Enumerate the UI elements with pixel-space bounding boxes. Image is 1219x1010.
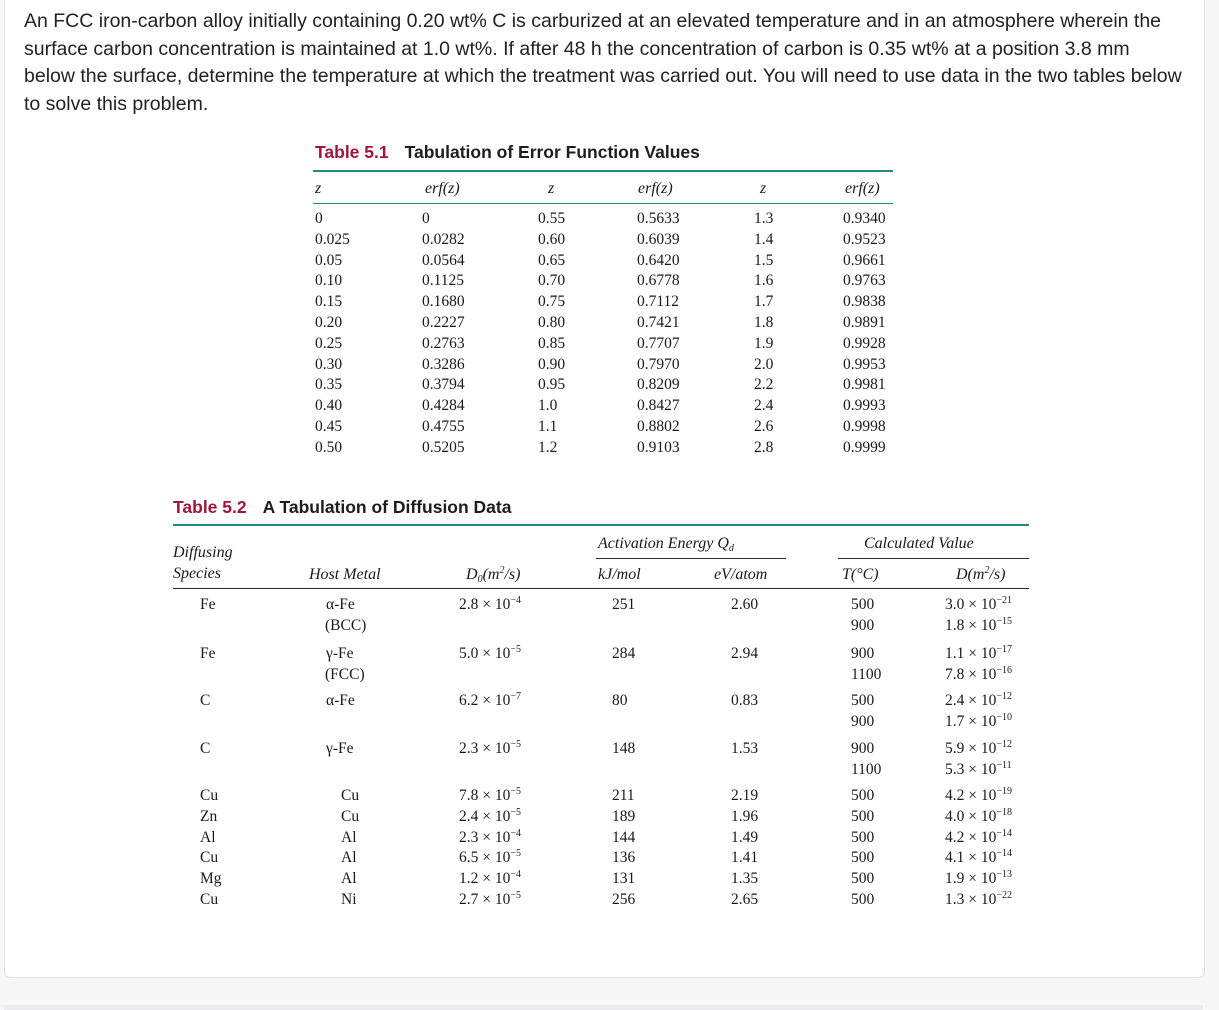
t1-z-value: 0.50 — [315, 438, 343, 456]
t2-d: $2.4 \times 10^{-12}$ — [945, 691, 1013, 709]
t2-d: $4.1 \times 10^{-14}$ — [945, 848, 1013, 867]
table-5-2-number: Table 5.2 — [173, 497, 247, 517]
t2-host: Al — [341, 828, 357, 846]
t2-header-host: Host Metal — [309, 566, 381, 583]
t1-z-value: 0.95 — [538, 376, 566, 394]
t1-erf-value: 0.7112 — [637, 293, 680, 311]
t2-header-species-1: Diffusing — [173, 544, 233, 561]
t2-ev: 1.35 — [731, 870, 759, 888]
t2-host: Al — [341, 849, 357, 867]
t1-z-value: 0.65 — [538, 251, 566, 269]
t2-ev: 1.41 — [731, 849, 759, 867]
t2-host: Cu — [341, 787, 360, 804]
t2-d0: $2.7 \times 10^{-5}$ — [459, 890, 522, 908]
t2-host: Al — [341, 870, 357, 888]
t1-z-value: 1.7 — [754, 293, 774, 311]
t2-ev: 2.60 — [731, 596, 759, 613]
t2-header-kj: kJ/mol — [598, 566, 641, 583]
t2-temp: 500 — [851, 849, 875, 867]
t2-kj: 136 — [612, 849, 636, 867]
table-5-1-header-rule — [313, 203, 893, 204]
t2-temp: 500 — [851, 870, 875, 888]
t2-ev: 2.94 — [731, 645, 759, 662]
t2-species: Cu — [200, 849, 219, 867]
t2-temp: 500 — [851, 807, 875, 825]
t1-header-erf: erf(z) — [638, 180, 673, 197]
t2-ev: 2.65 — [731, 891, 759, 908]
t1-erf-value: 0.9763 — [843, 272, 886, 290]
t1-header-erf: erf(z) — [425, 180, 460, 197]
t2-header-d: $D(m^2/s)$ — [956, 565, 1006, 583]
t1-erf-value: 0.9928 — [843, 334, 886, 352]
t1-erf-value: 0.6039 — [637, 230, 680, 248]
t2-host: α-Fe — [326, 692, 355, 709]
t1-z-value: 0.30 — [315, 355, 343, 373]
bottom-divider — [4, 1005, 1203, 1010]
t1-erf-value: 0.8427 — [637, 397, 680, 415]
t1-erf-value: 0.9993 — [843, 397, 886, 415]
t2-host-structure: (FCC) — [325, 666, 365, 683]
t2-host: Cu — [341, 807, 360, 825]
t1-z-value: 2.2 — [754, 376, 774, 394]
t1-z-value: 0.55 — [538, 210, 566, 227]
t2-kj: 189 — [612, 807, 636, 825]
t1-header-z: z — [760, 180, 767, 197]
t1-erf-value: 0.9523 — [843, 230, 886, 248]
t1-erf-value: 0.2763 — [422, 334, 465, 352]
t1-erf-value: 0.9981 — [843, 376, 886, 394]
t2-species: Cu — [200, 891, 219, 908]
t2-group-calculated: Calculated Value — [864, 535, 974, 552]
t2-header-species-2: Species — [173, 565, 221, 582]
t1-z-value: 2.8 — [754, 438, 774, 456]
t2-d: $4.2 \times 10^{-19}$ — [945, 786, 1013, 804]
t2-d0: $5.0 \times 10^{-5}$ — [459, 644, 522, 662]
t1-erf-value: 0.7970 — [637, 355, 680, 373]
t2-header-ev: eV/atom — [714, 566, 768, 583]
t1-erf-value: 0.3286 — [422, 355, 465, 373]
t2-d: $7.8 \times 10^{-16}$ — [945, 665, 1013, 683]
t2-temp: 500 — [851, 692, 875, 709]
t2-d: $1.1 \times 10^{-17}$ — [945, 644, 1013, 662]
table-5-2-caption: A Tabulation of Diffusion Data — [262, 497, 512, 517]
t2-temp: 1100 — [851, 666, 882, 683]
t2-temp: 500 — [851, 787, 875, 804]
t2-kj: 256 — [612, 891, 636, 908]
t1-erf-value: 0.5205 — [422, 438, 465, 456]
table-5-2-header-rule — [173, 588, 1029, 589]
t2-d0: $2.3 \times 10^{-4}$ — [459, 827, 522, 846]
t2-kj: 251 — [612, 596, 636, 613]
t2-d0: $6.2 \times 10^{-7}$ — [459, 691, 522, 709]
t2-species: Cu — [200, 787, 219, 804]
t2-kj: 148 — [612, 740, 636, 757]
t1-z-value: 0 — [315, 210, 323, 227]
t1-erf-value: 0.9998 — [843, 418, 886, 435]
t2-d: $4.0 \times 10^{-18}$ — [945, 806, 1013, 825]
t2-species: Mg — [200, 870, 222, 888]
t2-host: Ni — [341, 891, 357, 908]
table-5-1-title — [315, 142, 700, 163]
t2-host: α-Fe — [326, 596, 355, 613]
t1-z-value: 0.10 — [315, 272, 343, 290]
t2-kj: 284 — [612, 645, 636, 662]
t2-species: Fe — [200, 596, 216, 613]
t1-erf-value: 0.4755 — [422, 418, 465, 435]
t1-erf-value: 0.9953 — [843, 355, 886, 373]
t2-d: $3.0 \times 10^{-21}$ — [945, 595, 1013, 613]
t1-z-value: 0.35 — [315, 376, 343, 394]
t2-ev: 0.83 — [731, 692, 759, 709]
t1-z-value: 1.8 — [754, 314, 774, 331]
t1-erf-value: 0.8802 — [637, 418, 680, 435]
t1-erf-value: 0.4284 — [422, 397, 465, 415]
t1-z-value: 0.20 — [315, 314, 343, 331]
t2-ev: 2.19 — [731, 787, 759, 804]
t1-erf-value: 0 — [422, 210, 430, 227]
t1-erf-value: 0.0564 — [422, 251, 465, 269]
t2-d: $5.3 \times 10^{-11}$ — [945, 760, 1012, 778]
t1-z-value: 0.60 — [538, 230, 566, 248]
t2-d0: $2.3 \times 10^{-5}$ — [459, 739, 522, 757]
t2-species: Zn — [200, 807, 218, 825]
t1-z-value: 0.70 — [538, 272, 566, 290]
t2-d0: $2.8 \times 10^{-4}$ — [459, 595, 522, 613]
t2-temp: 1100 — [851, 761, 882, 778]
t1-erf-value: 0.6420 — [637, 251, 680, 269]
t1-z-value: 1.5 — [754, 251, 774, 269]
t2-header-temp: T(°C) — [842, 566, 879, 583]
t1-erf-value: 0.0282 — [422, 230, 465, 248]
t1-erf-value: 0.6778 — [637, 272, 680, 290]
t2-d: $1.8 \times 10^{-15}$ — [945, 616, 1013, 634]
t2-temp: 900 — [851, 740, 875, 757]
t1-z-value: 0.45 — [315, 418, 343, 435]
t2-temp: 900 — [851, 713, 875, 730]
t1-z-value: 1.9 — [754, 334, 774, 352]
t2-species: C — [200, 692, 211, 709]
t2-header-d0: $D_0(m^2/s)$ — [466, 565, 521, 585]
t2-temp: 900 — [851, 645, 875, 662]
table-5-1-top-rule — [313, 170, 893, 172]
t1-z-value: 2.6 — [754, 418, 774, 435]
t1-z-value: 0.25 — [315, 334, 343, 352]
t1-erf-value: 0.5633 — [637, 210, 680, 227]
t1-z-value: 2.4 — [754, 397, 774, 415]
t1-z-value: 0.40 — [315, 397, 343, 415]
table-5-2-top-rule — [173, 524, 1029, 526]
t1-erf-value: 0.9340 — [843, 210, 886, 227]
t2-calculated-underline — [838, 558, 1029, 559]
t1-erf-value: 0.8209 — [637, 376, 680, 394]
t2-temp: 500 — [851, 596, 875, 613]
t1-erf-value: 0.7707 — [637, 334, 680, 352]
t2-d0: $2.4 \times 10^{-5}$ — [459, 806, 522, 825]
t1-z-value: 1.6 — [754, 272, 774, 290]
t1-z-value: 0.80 — [538, 314, 566, 331]
table-5-1-caption: Tabulation of Error Function Values — [404, 142, 700, 162]
t2-kj: 144 — [612, 828, 636, 846]
t1-erf-value: 0.9661 — [843, 251, 886, 269]
t2-species: Al — [200, 828, 216, 846]
t2-host: γ-Fe — [326, 645, 354, 662]
table-5-2-title — [173, 497, 511, 518]
t1-z-value: 0.90 — [538, 355, 566, 373]
t2-kj: 131 — [612, 870, 636, 888]
t1-erf-value: 0.9103 — [637, 438, 680, 456]
t1-z-value: 0.75 — [538, 293, 566, 311]
t1-z-value: 1.4 — [754, 230, 774, 248]
t1-z-value: 1.1 — [538, 418, 558, 435]
t2-group-activation: Activation Energy $Q_d$ — [598, 535, 734, 554]
t2-d: $1.9 \times 10^{-13}$ — [945, 869, 1013, 888]
t1-z-value: 0.15 — [315, 293, 343, 311]
t1-header-erf: erf(z) — [845, 180, 880, 197]
t2-ev: 1.96 — [731, 807, 759, 825]
t1-erf-value: 0.9838 — [843, 293, 886, 311]
question-text: An FCC iron-carbon alloy initially containing 0.20 wt% C is carburized at an elevated temperature and in an atmosphere wherein the surface carbon concentration is maintained at 1.0 wt%. If after 48 h the concentration of carbon is 0.35 wt% at a position 3.8 mm below the surface, determine the temperature at which the treatment was carried out. You will need to use data in the two tables below to solve this problem. — [24, 10, 1182, 115]
t2-host-structure: (BCC) — [325, 617, 367, 634]
t2-ev: 1.53 — [731, 740, 759, 757]
t2-d: $1.3 \times 10^{-22}$ — [945, 890, 1013, 908]
t2-d0: $7.8 \times 10^{-5}$ — [459, 786, 522, 804]
t1-header-z: z — [315, 180, 322, 197]
t1-z-value: 0.025 — [315, 230, 350, 248]
t2-host: γ-Fe — [326, 740, 354, 757]
t1-erf-value: 0.7421 — [637, 314, 680, 331]
t1-z-value: 0.05 — [315, 251, 343, 269]
t1-erf-value: 0.1680 — [422, 293, 465, 311]
t1-erf-value: 0.9999 — [843, 438, 886, 456]
t2-species: Fe — [200, 645, 216, 662]
t2-temp: 500 — [851, 891, 875, 908]
t1-header-z: z — [548, 180, 555, 197]
t1-z-value: 1.2 — [538, 438, 558, 456]
t1-z-value: 2.0 — [754, 355, 774, 373]
t2-temp: 500 — [851, 828, 875, 846]
t2-d: $1.7 \times 10^{-10}$ — [945, 712, 1013, 730]
t2-d: $5.9 \times 10^{-12}$ — [945, 739, 1013, 757]
t2-species: C — [200, 740, 211, 757]
t2-activation-underline — [596, 558, 786, 559]
t2-kj: 211 — [612, 787, 635, 804]
t1-erf-value: 0.2227 — [422, 314, 465, 331]
t1-erf-value: 0.9891 — [843, 314, 886, 331]
t1-z-value: 1.3 — [754, 210, 774, 227]
t2-d0: $6.5 \times 10^{-5}$ — [459, 848, 522, 867]
t1-z-value: 0.85 — [538, 334, 566, 352]
t1-erf-value: 0.3794 — [422, 376, 465, 394]
t2-kj: 80 — [612, 692, 628, 709]
table-5-1-number: Table 5.1 — [315, 142, 389, 162]
t1-erf-value: 0.1125 — [422, 272, 465, 290]
t1-z-value: 1.0 — [538, 397, 558, 415]
t2-temp: 900 — [851, 617, 875, 634]
t2-d0: $1.2 \times 10^{-4}$ — [459, 869, 522, 888]
t2-ev: 1.49 — [731, 828, 759, 846]
t2-d: $4.2 \times 10^{-14}$ — [945, 827, 1013, 846]
